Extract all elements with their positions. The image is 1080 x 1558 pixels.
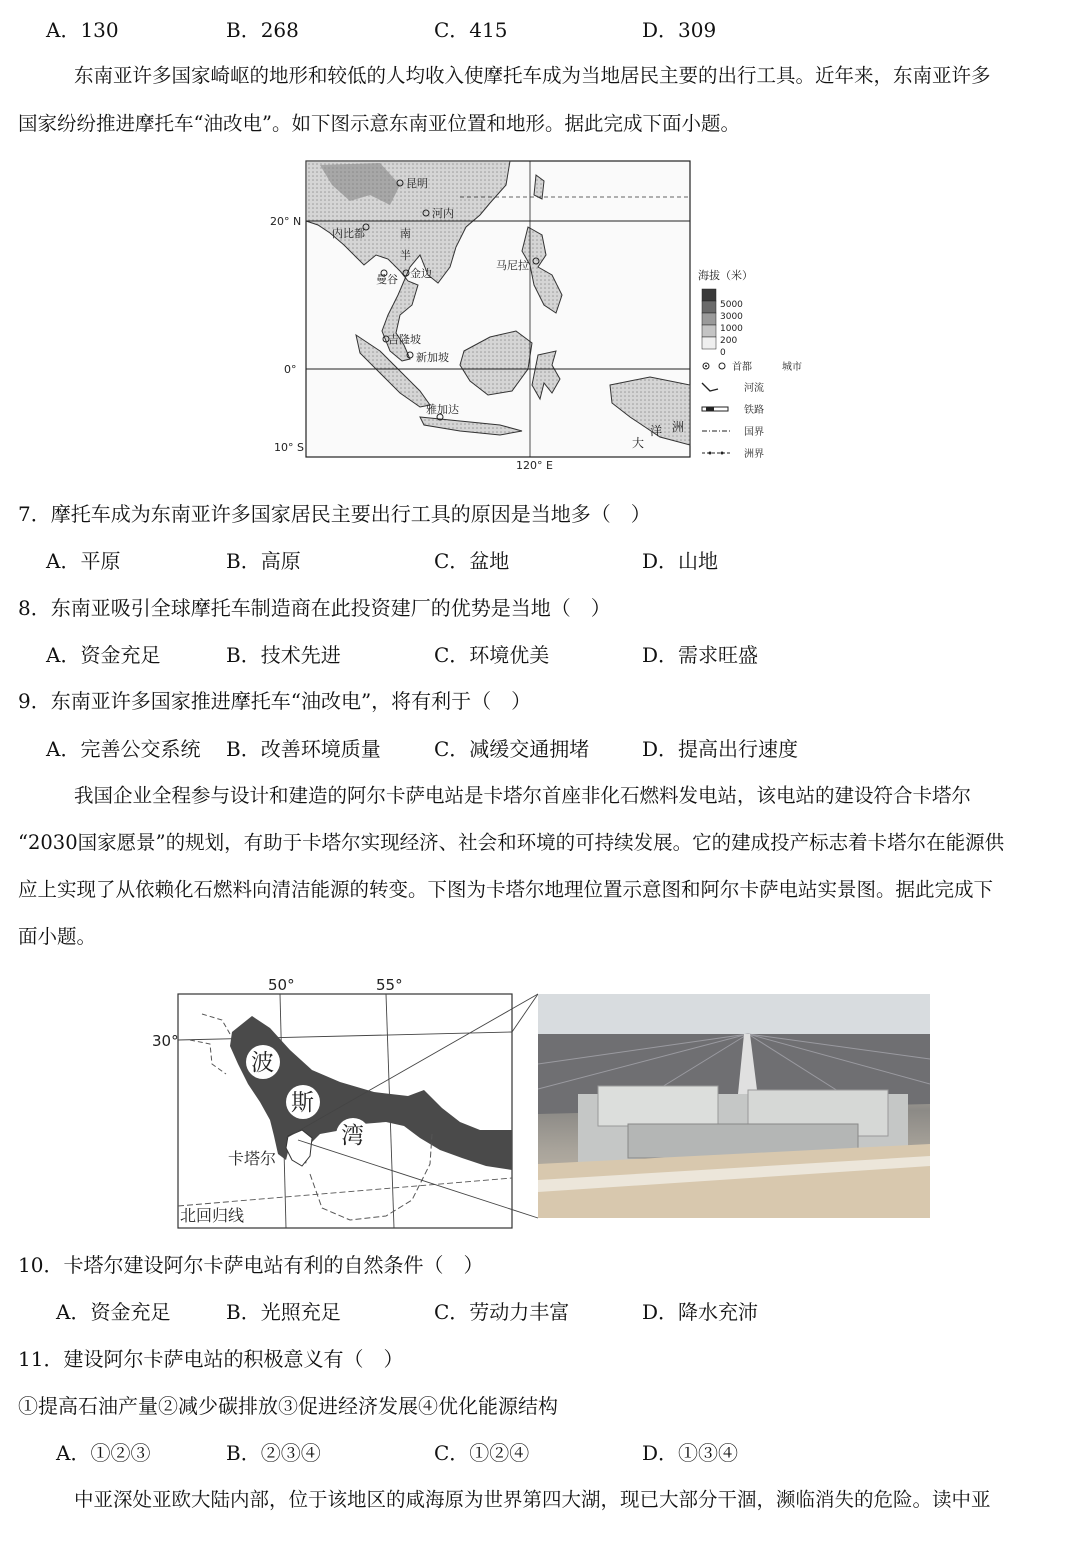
city-jakarta: 雅加达 bbox=[426, 403, 459, 416]
svg-text:城市: 城市 bbox=[782, 362, 802, 373]
svg-text:5000: 5000 bbox=[720, 300, 743, 310]
question-7-stem: 7．摩托车成为东南亚许多国家居民主要出行工具的原因是当地多（ ） bbox=[18, 502, 651, 526]
prev-option-a: A．130 bbox=[46, 18, 119, 42]
lat-10s-label: 10° S bbox=[274, 441, 304, 454]
q11-option-d: D．①③④ bbox=[642, 1441, 739, 1465]
q10-option-c: C．劳动力丰富 bbox=[434, 1300, 570, 1324]
gulf-char-si: 斯 bbox=[291, 1090, 314, 1116]
city-kuala-lumpur: 吉隆坡 bbox=[388, 333, 421, 346]
gulf-char-wan: 湾 bbox=[341, 1123, 364, 1149]
intro3-line1: 中亚深处亚欧大陆内部，位于该地区的咸海原为世界第四大湖，现已大部分干涸，濒临消失的危险。读中亚 bbox=[74, 1488, 991, 1511]
lat-30-label: 30° bbox=[152, 1032, 179, 1050]
city-hanoi: 河内 bbox=[432, 207, 454, 220]
q10-option-d: D．降水充沛 bbox=[642, 1300, 759, 1324]
q11-option-c: C．①②④ bbox=[434, 1441, 530, 1465]
prev-option-c: C．415 bbox=[434, 18, 508, 42]
city-manila: 马尼拉 bbox=[496, 259, 529, 272]
qatar-label: 卡塔尔 bbox=[228, 1149, 277, 1168]
question-10-stem: 10．卡塔尔建设阿尔卡萨电站有利的自然条件（ ） bbox=[18, 1253, 484, 1277]
southeast-asia-map bbox=[260, 155, 820, 475]
city-phnom-penh: 金边 bbox=[410, 267, 432, 280]
q7-option-b: B．高原 bbox=[226, 549, 301, 573]
q9-option-a: A．完善公交系统 bbox=[46, 737, 201, 761]
svg-text:河流: 河流 bbox=[744, 383, 764, 394]
gulf-char-bo: 波 bbox=[251, 1050, 274, 1076]
intro2-line2: “2030国家愿景”的规划，有助于卡塔尔实现经济、社会和环境的可持续发展。它的建成投产标志着卡塔尔在能源供 bbox=[18, 831, 1005, 854]
intro2-line4: 面小题。 bbox=[18, 925, 97, 948]
svg-text:200: 200 bbox=[720, 336, 738, 346]
svg-text:首都: 首都 bbox=[732, 362, 752, 373]
label-yang: 洋 bbox=[650, 424, 663, 438]
q9-option-c: C．减缓交通拥堵 bbox=[434, 737, 590, 761]
q8-option-b: B．技术先进 bbox=[226, 643, 341, 667]
q11-option-b: B．②③④ bbox=[226, 1441, 321, 1465]
q7-option-d: D．山地 bbox=[642, 549, 719, 573]
q7-option-a: A．平原 bbox=[46, 549, 121, 573]
q10-option-b: B．光照充足 bbox=[226, 1300, 341, 1324]
label-da: 大 bbox=[632, 436, 645, 450]
q9-option-d: D．提高出行速度 bbox=[642, 737, 799, 761]
city-bangkok: 曼谷 bbox=[376, 273, 398, 286]
question-9-stem: 9．东南亚许多国家推进摩托车“油改电”，将有利于（ ） bbox=[18, 689, 532, 713]
intro1-line1: 东南亚许多国家崎岖的地形和较低的人均收入使摩托车成为当地居民主要的出行工具。近年来，东南亚许多 bbox=[74, 64, 991, 87]
q8-option-c: C．环境优美 bbox=[434, 643, 550, 667]
svg-text:3000: 3000 bbox=[720, 312, 743, 322]
svg-text:1000: 1000 bbox=[720, 324, 743, 334]
svg-text:国界: 国界 bbox=[744, 427, 764, 438]
legend-title: 海拔（米） bbox=[698, 269, 753, 282]
lon-50-label: 50° bbox=[268, 976, 295, 994]
city-singapore: 新加坡 bbox=[416, 351, 449, 364]
label-nan: 南 bbox=[400, 227, 411, 240]
question-11-stem: 11．建设阿尔卡萨电站的积极意义有（ ） bbox=[18, 1347, 404, 1371]
label-ban: 半 bbox=[400, 249, 411, 262]
label-zhou: 洲 bbox=[672, 420, 685, 434]
question-11-items: ①提高石油产量②减少碳排放③促进经济发展④优化能源结构 bbox=[18, 1394, 558, 1418]
tropic-label: 北回归线 bbox=[180, 1206, 245, 1225]
lon-120e-label: 120° E bbox=[516, 459, 553, 472]
q8-option-a: A．资金充足 bbox=[46, 643, 161, 667]
svg-text:铁路: 铁路 bbox=[744, 405, 764, 416]
prev-option-b: B．268 bbox=[226, 18, 299, 42]
city-kunming: 昆明 bbox=[406, 177, 428, 190]
q10-option-a: A．资金充足 bbox=[56, 1300, 171, 1324]
power-station-photo bbox=[538, 994, 930, 1218]
prev-option-d: D．309 bbox=[642, 18, 717, 42]
intro1-line2: 国家纷纷推进摩托车“油改电”。如下图示意东南亚位置和地形。据此完成下面小题。 bbox=[18, 112, 740, 135]
map1-legend bbox=[698, 268, 802, 460]
lon-55-label: 55° bbox=[376, 976, 403, 994]
svg-text:0: 0 bbox=[720, 348, 726, 358]
question-8-stem: 8．东南亚吸引全球摩托车制造商在此投资建厂的优势是当地（ ） bbox=[18, 596, 611, 620]
lat-0-label: 0° bbox=[284, 363, 297, 376]
lat-20n-label: 20° N bbox=[270, 215, 302, 228]
q11-option-a: A．①②③ bbox=[56, 1441, 151, 1465]
city-naypyidaw: 内比都 bbox=[332, 227, 365, 240]
q9-option-b: B．改善环境质量 bbox=[226, 737, 381, 761]
q7-option-c: C．盆地 bbox=[434, 549, 510, 573]
intro2-line3: 应上实现了从依赖化石燃料向清洁能源的转变。下图为卡塔尔地理位置示意图和阿尔卡萨电站实景图。据此完成下 bbox=[18, 878, 994, 901]
svg-text:洲界: 洲界 bbox=[744, 449, 764, 460]
q8-option-d: D．需求旺盛 bbox=[642, 643, 759, 667]
intro2-line1: 我国企业全程参与设计和建造的阿尔卡萨电站是卡塔尔首座非化石燃料发电站，该电站的建设符合卡塔尔 bbox=[74, 784, 972, 807]
